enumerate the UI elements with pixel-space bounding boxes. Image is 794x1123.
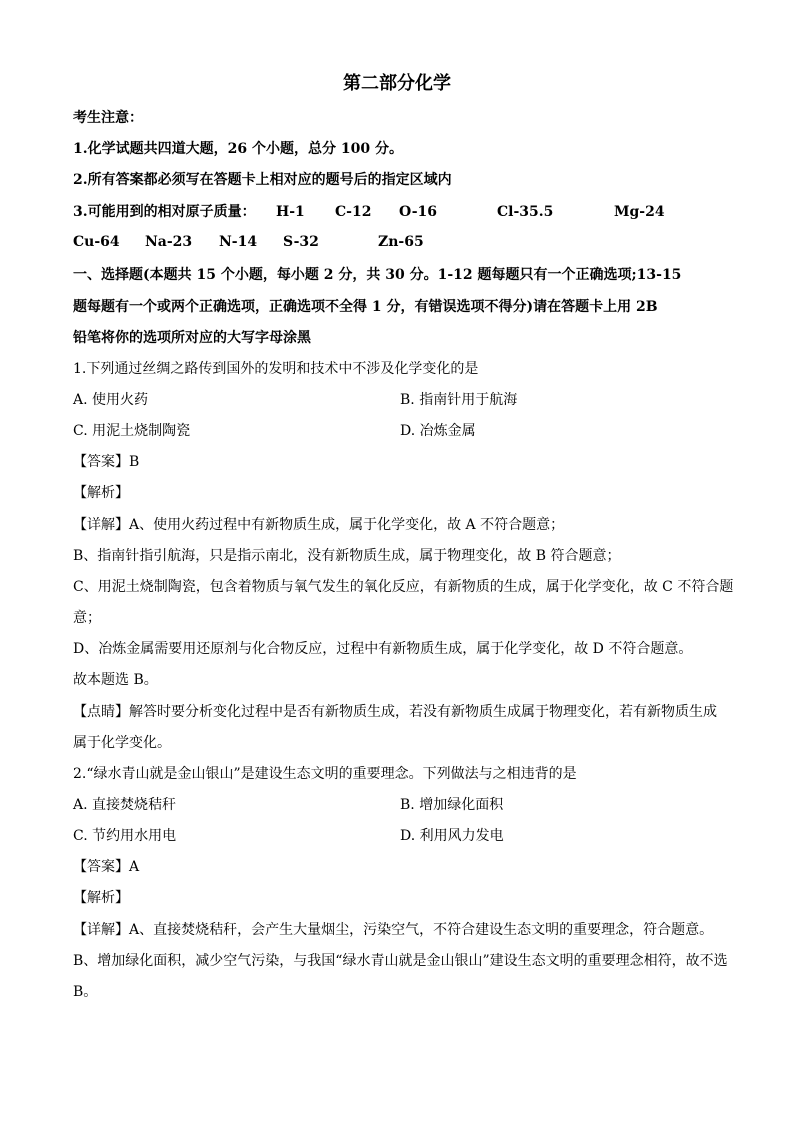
atom-na: Na-23 <box>145 234 193 250</box>
section-instruction-3: 铅笔将你的选项所对应的大写字母涂黑 <box>73 330 311 346</box>
q1-option-b: B. 指南针用于航海 <box>400 392 518 408</box>
atom-n: N-14 <box>219 234 258 250</box>
q1-detail-2: B、指南针指引航海，只是指示南北，没有新物质生成，属于物理变化，故 B 符合题意； <box>73 548 621 564</box>
q2-option-d: D. 利用风力发电 <box>400 828 504 844</box>
q2-answer: 【答案】A <box>73 859 140 875</box>
q2-detail-3: B。 <box>73 984 98 1000</box>
q2-option-b: B. 增加绿化面积 <box>400 797 504 813</box>
q1-option-d: D. 冶炼金属 <box>400 423 476 439</box>
section-instruction-2: 题每题有一个或两个正确选项，正确选项不全得 1 分，有错误选项不得分)请在答题卡上用 2B <box>73 299 658 315</box>
atomic-mass-row-2 <box>73 232 473 252</box>
q1-detail-6: 故本题选 B。 <box>73 672 158 688</box>
q2-stem: 2.“绿水青山就是金山银山”是建设生态文明的重要理念。下列做法与之相违背的是 <box>73 766 577 782</box>
q1-detail-5: D、冶炼金属需要用还原剂与化合物反应，过程中有新物质生成，属于化学变化，故 D 不符合题意。 <box>73 641 693 657</box>
atomic-mass-row-1 <box>73 202 723 222</box>
atom-mg: Mg-24 <box>614 204 665 220</box>
notice-item-1: 1.化学试题共四道大题，26 个小题，总分 100 分。 <box>73 141 403 157</box>
notice-heading: 考生注意： <box>73 110 143 126</box>
section-instruction-1: 一、选择题(本题共 15 个小题，每小题 2 分，共 30 分。1-12 题每题只有一个正确选项;13-15 <box>73 267 682 283</box>
q1-detail-4: 意； <box>73 610 101 626</box>
q1-stem: 1.下列通过丝绸之路传到国外的发明和技术中不涉及化学变化的是 <box>73 361 479 377</box>
q2-option-a: A. 直接焚烧秸秆 <box>73 797 177 813</box>
atom-h: H-1 <box>276 204 305 220</box>
q2-analysis-label: 【解析】 <box>73 890 129 906</box>
atom-zn: Zn-65 <box>378 234 424 250</box>
atom-cu: Cu-64 <box>73 234 120 250</box>
q1-remark-2: 属于化学变化。 <box>73 735 171 751</box>
q1-option-a: A. 使用火药 <box>73 392 149 408</box>
atom-c: C-12 <box>335 204 372 220</box>
q1-answer: 【答案】B <box>73 454 140 470</box>
page-title: 第二部分化学 <box>343 73 451 94</box>
q2-option-c: C. 节约用水用电 <box>73 828 177 844</box>
notice-item-2: 2.所有答案都必须写在答题卡上相对应的题号后的指定区域内 <box>73 172 452 188</box>
q1-analysis-label: 【解析】 <box>73 485 129 501</box>
q2-detail-2: B、增加绿化面积，减少空气污染，与我国“绿水青山就是金山银山”建设生态文明的重要理念相符，故不选 <box>73 953 728 969</box>
atom-o: O-16 <box>399 204 438 220</box>
q1-option-c: C. 用泥土烧制陶瓷 <box>73 423 191 439</box>
atom-cl: Cl-35.5 <box>497 204 554 220</box>
atomic-mass-label: 3.可能用到的相对原子质量： <box>73 204 256 220</box>
q1-remark-1: 【点睛】解答时要分析变化过程中是否有新物质生成，若没有新物质生成属于物理变化，若有新物质生成 <box>73 704 717 720</box>
q1-detail-3: C、用泥土烧制陶瓷，包含着物质与氧气发生的氧化反应，有新物质的生成，属于化学变化，故 C 不符合题 <box>73 579 734 595</box>
q1-detail-1: 【详解】A、使用火药过程中有新物质生成，属于化学变化，故 A 不符合题意； <box>73 517 565 533</box>
atom-s: S-32 <box>283 234 319 250</box>
q2-detail-1: 【详解】A、直接焚烧秸秆，会产生大量烟尘，污染空气，不符合建设生态文明的重要理念，符合题意。 <box>73 922 714 938</box>
